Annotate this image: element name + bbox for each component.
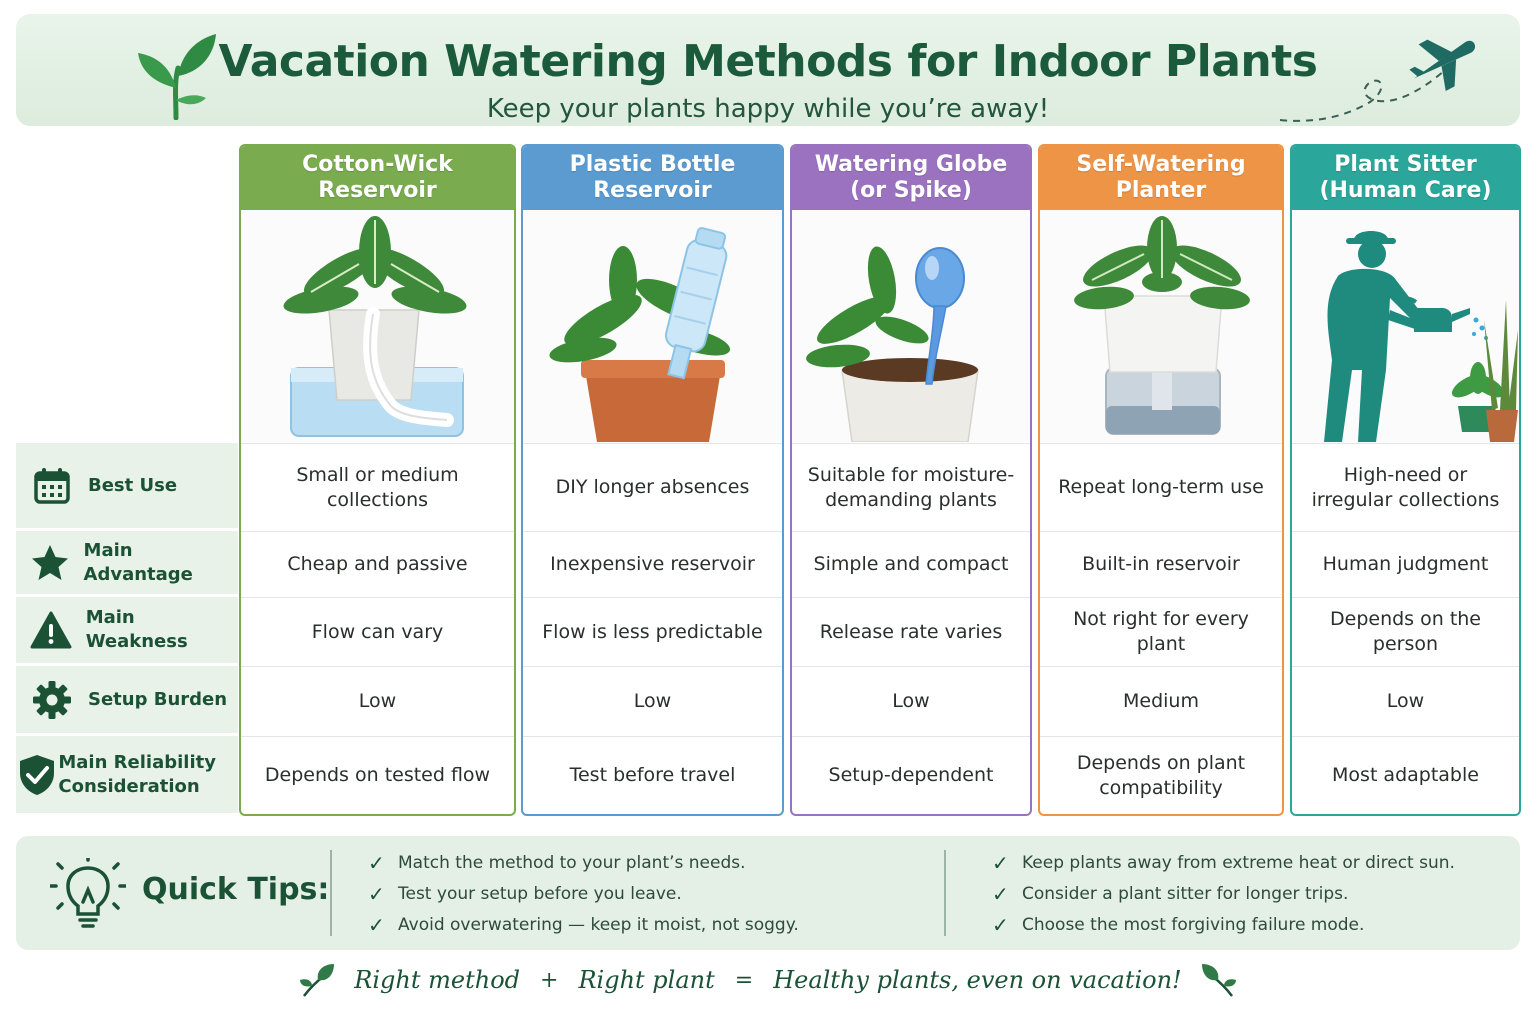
method-column-plastic-bottle [521, 144, 784, 816]
tip-item [368, 848, 799, 879]
wick-reservoir-plant-icon [241, 210, 514, 442]
method-header: Self-Watering Planter [1040, 146, 1282, 210]
cell-main-weakness: Not right for every plant [1040, 597, 1282, 666]
self-watering-planter-icon [1040, 210, 1282, 442]
method-column-cotton-wick [239, 144, 516, 816]
leaf-icon [1198, 962, 1238, 998]
row-label-main-weakness [16, 597, 238, 666]
cell-reliability: Most adaptable [1292, 736, 1519, 814]
cell-reliability: Depends on tested flow [241, 736, 514, 814]
tip-text: Match the method to your plant’s needs. [398, 853, 746, 873]
cell-main-advantage: Built-in reservoir [1040, 531, 1282, 597]
checkmark-icon: ✓ [368, 851, 385, 875]
footer-part-method: Right method [354, 966, 521, 994]
tip-item [992, 910, 1455, 941]
tip-text: Keep plants away from extreme heat or direct sun. [1022, 853, 1455, 873]
row-label-main-advantage [16, 531, 238, 597]
checkmark-icon: ✓ [992, 913, 1009, 937]
method-header: Plant Sitter (Human Care) [1292, 146, 1519, 210]
row-label-text: Main Weakness [85, 607, 188, 652]
method-column-watering-globe [790, 144, 1032, 816]
row-label-best-use [16, 443, 238, 531]
quick-tips-panel [16, 836, 1520, 950]
tip-text: Test your setup before you leave. [398, 884, 682, 904]
cell-main-weakness: Depends on the person [1292, 597, 1519, 666]
tips-list-left [368, 848, 799, 941]
tips-list-right [992, 848, 1455, 941]
cell-setup-burden: Low [241, 666, 514, 736]
tip-text: Avoid overwatering — keep it moist, not soggy. [398, 915, 799, 935]
method-column-plant-sitter [1290, 144, 1521, 816]
checkmark-icon: ✓ [368, 913, 385, 937]
plant-sitter-person-icon [1292, 210, 1519, 442]
footer-slogan [0, 958, 1536, 1002]
tip-item [992, 879, 1455, 910]
footer-part-result: Healthy plants, even on vacation! [773, 966, 1182, 994]
cell-main-advantage: Cheap and passive [241, 531, 514, 597]
footer-part-plant: Right plant [578, 966, 715, 994]
cell-main-weakness: Flow can vary [241, 597, 514, 666]
gear-icon [32, 680, 72, 720]
cell-setup-burden: Low [1292, 666, 1519, 736]
cell-setup-burden: Low [792, 666, 1030, 736]
row-label-setup-burden [16, 666, 238, 736]
page-subtitle: Keep your plants happy while you’re away! [486, 94, 1050, 124]
star-icon [30, 543, 70, 583]
row-label-reliability [16, 736, 238, 816]
cell-main-advantage: Inexpensive reservoir [523, 531, 782, 597]
tips-divider [944, 850, 946, 936]
checkmark-icon: ✓ [992, 882, 1009, 906]
airplane-icon [1260, 24, 1480, 130]
shield-check-icon [17, 753, 57, 797]
cell-reliability: Test before travel [523, 736, 782, 814]
method-header: Cotton-Wick Reservoir [241, 146, 514, 210]
method-header: Plastic Bottle Reservoir [523, 146, 782, 210]
cell-best-use: Small or medium collections [241, 443, 514, 531]
cell-main-weakness: Release rate varies [792, 597, 1030, 666]
row-label-text: Best Use [88, 474, 178, 496]
tips-divider [330, 850, 332, 936]
checkmark-icon: ✓ [992, 851, 1009, 875]
watering-globe-plant-icon [792, 210, 1030, 442]
cell-setup-burden: Medium [1040, 666, 1282, 736]
warning-icon [30, 611, 72, 649]
cell-best-use: Suitable for moisture-demanding plants [792, 443, 1030, 531]
cell-best-use: Repeat long-term use [1040, 443, 1282, 531]
cell-setup-burden: Low [523, 666, 782, 736]
footer-plus: + [540, 967, 559, 993]
leaf-icon [298, 962, 338, 998]
tip-text: Choose the most forgiving failure mode. [1022, 915, 1365, 935]
bottle-reservoir-plant-icon [523, 210, 782, 442]
lightbulb-icon [50, 858, 126, 930]
cell-best-use: High-need or irregular collections [1292, 443, 1519, 531]
page-title: Vacation Watering Methods for Indoor Plants [218, 36, 1318, 87]
cell-reliability: Depends on plant compatibility [1040, 736, 1282, 814]
row-label-text: Main Advantage [83, 539, 193, 585]
checkmark-icon: ✓ [368, 882, 385, 906]
quick-tips-title: Quick Tips: [142, 872, 330, 907]
method-column-self-watering [1038, 144, 1284, 816]
cell-best-use: DIY longer absences [523, 443, 782, 531]
cell-main-advantage: Simple and compact [792, 531, 1030, 597]
cell-reliability: Setup-dependent [792, 736, 1030, 814]
tip-text: Consider a plant sitter for longer trips. [1022, 884, 1349, 904]
row-label-text: Main Reliability Consideration [58, 751, 216, 797]
header-banner [16, 14, 1520, 126]
footer-equals: = [734, 967, 754, 993]
tip-item [368, 910, 799, 941]
tip-item [992, 848, 1455, 879]
cell-main-weakness: Flow is less predictable [523, 597, 782, 666]
method-header: Watering Globe (or Spike) [792, 146, 1030, 210]
cell-main-advantage: Human judgment [1292, 531, 1519, 597]
calendar-icon [33, 467, 71, 505]
tip-item [368, 879, 799, 910]
row-label-text: Setup Burden [88, 688, 228, 710]
